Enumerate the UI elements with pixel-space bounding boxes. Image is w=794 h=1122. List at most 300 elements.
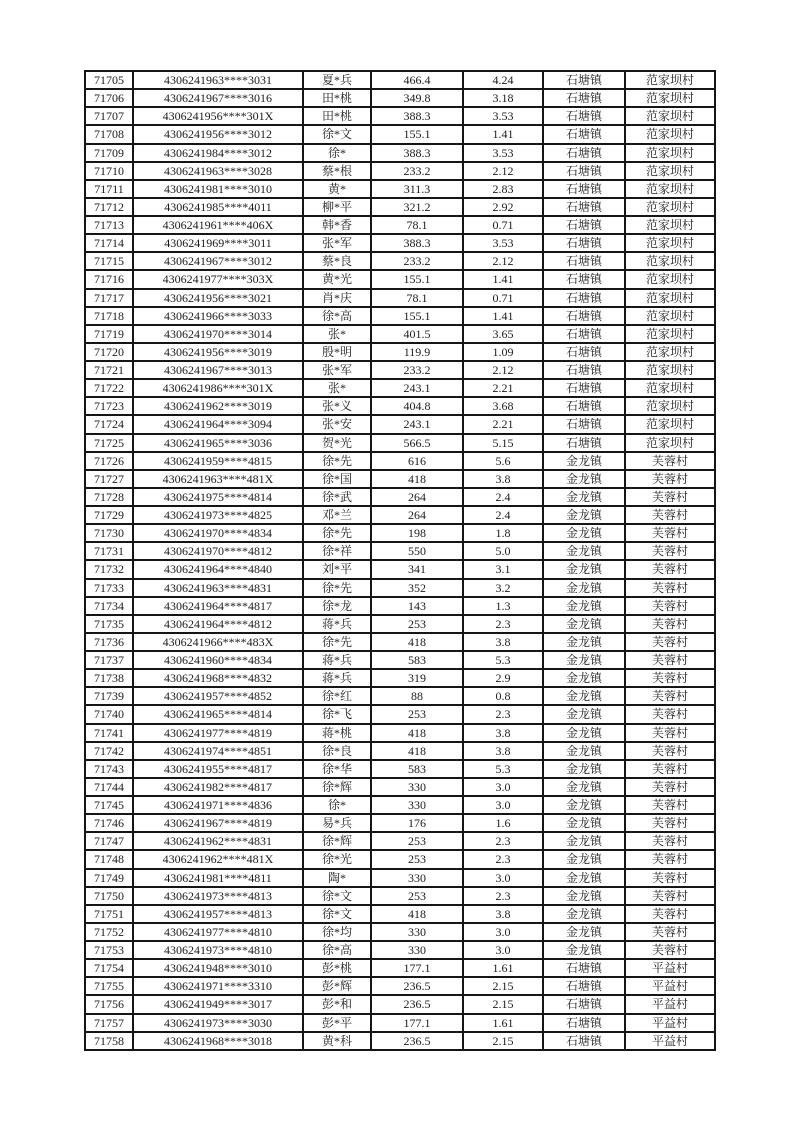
cell-person-name-masked: 徐*红	[303, 687, 371, 705]
cell-sequence-number: 71754	[85, 959, 133, 977]
cell-village: 范家坝村	[625, 162, 715, 180]
cell-person-name-masked: 徐*先	[303, 633, 371, 651]
cell-amount: 418	[371, 633, 463, 651]
cell-amount: 88	[371, 687, 463, 705]
table-row	[85, 252, 715, 270]
cell-area: 3.0	[463, 796, 543, 814]
cell-amount: 418	[371, 470, 463, 488]
cell-id-number-masked: 4306241970****4834	[133, 524, 303, 542]
cell-amount: 330	[371, 778, 463, 796]
cell-village: 芙蓉村	[625, 651, 715, 669]
cell-village: 范家坝村	[625, 125, 715, 143]
cell-id-number-masked: 4306241977****4810	[133, 923, 303, 941]
cell-village: 范家坝村	[625, 289, 715, 307]
cell-area: 3.53	[463, 144, 543, 162]
cell-town: 石塘镇	[543, 995, 625, 1013]
table-row	[85, 397, 715, 415]
cell-person-name-masked: 黄*科	[303, 1032, 371, 1050]
cell-sequence-number: 71752	[85, 923, 133, 941]
cell-person-name-masked: 徐*文	[303, 905, 371, 923]
cell-town: 金龙镇	[543, 597, 625, 615]
cell-town: 金龙镇	[543, 869, 625, 887]
cell-town: 金龙镇	[543, 941, 625, 959]
cell-amount: 177.1	[371, 959, 463, 977]
cell-amount: 319	[371, 669, 463, 687]
cell-id-number-masked: 4306241956****3021	[133, 289, 303, 307]
cell-amount: 155.1	[371, 307, 463, 325]
cell-sequence-number: 71739	[85, 687, 133, 705]
cell-town: 石塘镇	[543, 415, 625, 433]
cell-village: 芙蓉村	[625, 887, 715, 905]
cell-person-name-masked: 徐*	[303, 144, 371, 162]
cell-id-number-masked: 4306241975****4814	[133, 488, 303, 506]
cell-town: 金龙镇	[543, 705, 625, 723]
cell-amount: 243.1	[371, 415, 463, 433]
table-row	[85, 415, 715, 433]
cell-amount: 253	[371, 832, 463, 850]
cell-amount: 388.3	[371, 107, 463, 125]
cell-sequence-number: 71718	[85, 307, 133, 325]
cell-amount: 311.3	[371, 180, 463, 198]
table-row	[85, 270, 715, 288]
cell-amount: 583	[371, 651, 463, 669]
cell-id-number-masked: 4306241956****3019	[133, 343, 303, 361]
cell-sequence-number: 71708	[85, 125, 133, 143]
cell-amount: 349.8	[371, 89, 463, 107]
cell-person-name-masked: 肖*庆	[303, 289, 371, 307]
cell-amount: 264	[371, 488, 463, 506]
table-row	[85, 832, 715, 850]
table-row	[85, 488, 715, 506]
cell-area: 2.92	[463, 198, 543, 216]
cell-village: 范家坝村	[625, 434, 715, 452]
cell-person-name-masked: 张*安	[303, 415, 371, 433]
table-row	[85, 995, 715, 1013]
cell-village: 芙蓉村	[625, 560, 715, 578]
cell-town: 石塘镇	[543, 289, 625, 307]
cell-village: 范家坝村	[625, 198, 715, 216]
cell-id-number-masked: 4306241970****3014	[133, 325, 303, 343]
cell-town: 金龙镇	[543, 796, 625, 814]
table-row	[85, 198, 715, 216]
cell-village: 范家坝村	[625, 270, 715, 288]
cell-sequence-number: 71724	[85, 415, 133, 433]
cell-village: 芙蓉村	[625, 705, 715, 723]
cell-id-number-masked: 4306241963****3031	[133, 71, 303, 89]
cell-village: 范家坝村	[625, 71, 715, 89]
table-row	[85, 814, 715, 832]
cell-person-name-masked: 徐*光	[303, 850, 371, 868]
cell-amount: 177.1	[371, 1014, 463, 1032]
cell-id-number-masked: 4306241964****4840	[133, 560, 303, 578]
cell-id-number-masked: 4306241973****4825	[133, 506, 303, 524]
cell-id-number-masked: 4306241970****4812	[133, 542, 303, 560]
cell-sequence-number: 71716	[85, 270, 133, 288]
cell-sequence-number: 71732	[85, 560, 133, 578]
cell-amount: 155.1	[371, 125, 463, 143]
cell-person-name-masked: 田*桃	[303, 107, 371, 125]
cell-area: 3.0	[463, 778, 543, 796]
cell-id-number-masked: 4306241968****3018	[133, 1032, 303, 1050]
cell-village: 范家坝村	[625, 415, 715, 433]
table-row	[85, 687, 715, 705]
cell-amount: 253	[371, 887, 463, 905]
cell-village: 范家坝村	[625, 216, 715, 234]
cell-amount: 233.2	[371, 252, 463, 270]
cell-person-name-masked: 夏*兵	[303, 71, 371, 89]
cell-town: 金龙镇	[543, 742, 625, 760]
cell-area: 1.61	[463, 959, 543, 977]
cell-area: 2.3	[463, 850, 543, 868]
cell-town: 石塘镇	[543, 325, 625, 343]
cell-id-number-masked: 4306241961****406X	[133, 216, 303, 234]
table-row	[85, 977, 715, 995]
cell-village: 范家坝村	[625, 180, 715, 198]
table-row	[85, 669, 715, 687]
cell-sequence-number: 71719	[85, 325, 133, 343]
cell-amount: 233.2	[371, 361, 463, 379]
cell-village: 芙蓉村	[625, 742, 715, 760]
table-row	[85, 923, 715, 941]
cell-person-name-masked: 田*桃	[303, 89, 371, 107]
cell-sequence-number: 71753	[85, 941, 133, 959]
cell-amount: 198	[371, 524, 463, 542]
cell-town: 金龙镇	[543, 633, 625, 651]
cell-town: 石塘镇	[543, 198, 625, 216]
table-row	[85, 289, 715, 307]
cell-id-number-masked: 4306241965****3036	[133, 434, 303, 452]
cell-id-number-masked: 4306241956****3012	[133, 125, 303, 143]
cell-person-name-masked: 彭*辉	[303, 977, 371, 995]
cell-area: 2.83	[463, 180, 543, 198]
cell-town: 金龙镇	[543, 832, 625, 850]
subsidy-table-body	[85, 71, 715, 1050]
cell-village: 芙蓉村	[625, 687, 715, 705]
cell-sequence-number: 71751	[85, 905, 133, 923]
cell-id-number-masked: 4306241984****3012	[133, 144, 303, 162]
cell-person-name-masked: 贺*光	[303, 434, 371, 452]
cell-town: 金龙镇	[543, 470, 625, 488]
cell-area: 3.53	[463, 107, 543, 125]
table-row	[85, 1014, 715, 1032]
cell-village: 芙蓉村	[625, 669, 715, 687]
cell-village: 平益村	[625, 977, 715, 995]
table-row	[85, 760, 715, 778]
cell-town: 金龙镇	[543, 560, 625, 578]
cell-person-name-masked: 黄*光	[303, 270, 371, 288]
cell-village: 芙蓉村	[625, 814, 715, 832]
cell-id-number-masked: 4306241981****3010	[133, 180, 303, 198]
cell-area: 1.61	[463, 1014, 543, 1032]
cell-village: 芙蓉村	[625, 760, 715, 778]
table-row	[85, 850, 715, 868]
table-row	[85, 71, 715, 89]
cell-amount: 264	[371, 506, 463, 524]
cell-sequence-number: 71725	[85, 434, 133, 452]
cell-person-name-masked: 徐*先	[303, 524, 371, 542]
cell-town: 石塘镇	[543, 144, 625, 162]
cell-area: 3.65	[463, 325, 543, 343]
cell-village: 平益村	[625, 1032, 715, 1050]
table-row	[85, 651, 715, 669]
cell-town: 石塘镇	[543, 959, 625, 977]
cell-area: 3.8	[463, 724, 543, 742]
cell-person-name-masked: 蔡*根	[303, 162, 371, 180]
table-row	[85, 524, 715, 542]
cell-id-number-masked: 4306241968****4832	[133, 669, 303, 687]
cell-town: 石塘镇	[543, 1014, 625, 1032]
cell-sequence-number: 71706	[85, 89, 133, 107]
cell-sequence-number: 71745	[85, 796, 133, 814]
cell-village: 范家坝村	[625, 343, 715, 361]
cell-town: 金龙镇	[543, 814, 625, 832]
cell-sequence-number: 71746	[85, 814, 133, 832]
cell-amount: 236.5	[371, 1032, 463, 1050]
cell-sequence-number: 71726	[85, 452, 133, 470]
cell-village: 芙蓉村	[625, 941, 715, 959]
cell-id-number-masked: 4306241974****4851	[133, 742, 303, 760]
cell-person-name-masked: 黄*	[303, 180, 371, 198]
cell-amount: 352	[371, 579, 463, 597]
table-row	[85, 434, 715, 452]
cell-town: 石塘镇	[543, 89, 625, 107]
cell-town: 石塘镇	[543, 361, 625, 379]
cell-area: 2.4	[463, 506, 543, 524]
cell-sequence-number: 71705	[85, 71, 133, 89]
cell-sequence-number: 71742	[85, 742, 133, 760]
cell-sequence-number: 71737	[85, 651, 133, 669]
cell-id-number-masked: 4306241959****4815	[133, 452, 303, 470]
cell-sequence-number: 71735	[85, 615, 133, 633]
cell-town: 石塘镇	[543, 107, 625, 125]
table-row	[85, 125, 715, 143]
cell-person-name-masked: 张*	[303, 325, 371, 343]
cell-amount: 330	[371, 941, 463, 959]
table-row	[85, 89, 715, 107]
cell-area: 3.53	[463, 234, 543, 252]
cell-amount: 418	[371, 905, 463, 923]
cell-id-number-masked: 4306241981****4811	[133, 869, 303, 887]
cell-sequence-number: 71756	[85, 995, 133, 1013]
cell-id-number-masked: 4306241971****4836	[133, 796, 303, 814]
cell-sequence-number: 71730	[85, 524, 133, 542]
cell-sequence-number: 71741	[85, 724, 133, 742]
cell-id-number-masked: 4306241963****3028	[133, 162, 303, 180]
cell-person-name-masked: 张*军	[303, 361, 371, 379]
cell-id-number-masked: 4306241962****4831	[133, 832, 303, 850]
cell-town: 石塘镇	[543, 434, 625, 452]
cell-person-name-masked: 陶*	[303, 869, 371, 887]
cell-town: 金龙镇	[543, 542, 625, 560]
table-row	[85, 307, 715, 325]
cell-village: 范家坝村	[625, 379, 715, 397]
cell-sequence-number: 71711	[85, 180, 133, 198]
cell-area: 2.3	[463, 615, 543, 633]
cell-town: 石塘镇	[543, 252, 625, 270]
cell-amount: 253	[371, 850, 463, 868]
cell-sequence-number: 71722	[85, 379, 133, 397]
cell-area: 1.8	[463, 524, 543, 542]
cell-amount: 119.9	[371, 343, 463, 361]
cell-amount: 78.1	[371, 289, 463, 307]
cell-sequence-number: 71712	[85, 198, 133, 216]
cell-village: 芙蓉村	[625, 470, 715, 488]
cell-town: 金龙镇	[543, 452, 625, 470]
cell-area: 3.0	[463, 941, 543, 959]
table-row	[85, 1032, 715, 1050]
cell-amount: 466.4	[371, 71, 463, 89]
cell-id-number-masked: 4306241967****3012	[133, 252, 303, 270]
cell-area: 3.0	[463, 923, 543, 941]
cell-id-number-masked: 4306241962****3019	[133, 397, 303, 415]
cell-village: 芙蓉村	[625, 633, 715, 651]
cell-area: 2.3	[463, 887, 543, 905]
cell-person-name-masked: 徐*良	[303, 742, 371, 760]
cell-area: 0.71	[463, 216, 543, 234]
cell-person-name-masked: 徐*	[303, 796, 371, 814]
cell-amount: 418	[371, 742, 463, 760]
cell-id-number-masked: 4306241967****3013	[133, 361, 303, 379]
table-row	[85, 216, 715, 234]
table-row	[85, 452, 715, 470]
cell-amount: 566.5	[371, 434, 463, 452]
cell-town: 石塘镇	[543, 125, 625, 143]
cell-id-number-masked: 4306241973****4813	[133, 887, 303, 905]
cell-area: 1.09	[463, 343, 543, 361]
cell-sequence-number: 71731	[85, 542, 133, 560]
cell-village: 范家坝村	[625, 325, 715, 343]
cell-sequence-number: 71720	[85, 343, 133, 361]
cell-sequence-number: 71709	[85, 144, 133, 162]
cell-amount: 78.1	[371, 216, 463, 234]
cell-area: 3.8	[463, 742, 543, 760]
cell-village: 芙蓉村	[625, 452, 715, 470]
cell-person-name-masked: 蔡*良	[303, 252, 371, 270]
table-row	[85, 615, 715, 633]
cell-village: 范家坝村	[625, 252, 715, 270]
cell-sequence-number: 71740	[85, 705, 133, 723]
cell-area: 5.15	[463, 434, 543, 452]
cell-village: 芙蓉村	[625, 506, 715, 524]
cell-person-name-masked: 徐*飞	[303, 705, 371, 723]
table-row	[85, 506, 715, 524]
cell-town: 石塘镇	[543, 977, 625, 995]
cell-sequence-number: 71723	[85, 397, 133, 415]
cell-village: 范家坝村	[625, 397, 715, 415]
cell-town: 金龙镇	[543, 923, 625, 941]
cell-amount: 550	[371, 542, 463, 560]
cell-id-number-masked: 4306241967****3016	[133, 89, 303, 107]
cell-id-number-masked: 4306241977****303X	[133, 270, 303, 288]
table-row	[85, 325, 715, 343]
cell-id-number-masked: 4306241985****4011	[133, 198, 303, 216]
table-row	[85, 560, 715, 578]
cell-town: 石塘镇	[543, 162, 625, 180]
cell-village: 芙蓉村	[625, 615, 715, 633]
cell-town: 石塘镇	[543, 379, 625, 397]
cell-sequence-number: 71750	[85, 887, 133, 905]
cell-town: 石塘镇	[543, 343, 625, 361]
cell-area: 3.8	[463, 905, 543, 923]
cell-amount: 341	[371, 560, 463, 578]
cell-id-number-masked: 4306241966****483X	[133, 633, 303, 651]
cell-village: 范家坝村	[625, 89, 715, 107]
cell-amount: 143	[371, 597, 463, 615]
cell-town: 金龙镇	[543, 524, 625, 542]
cell-area: 3.2	[463, 579, 543, 597]
table-row	[85, 869, 715, 887]
cell-id-number-masked: 4306241963****4831	[133, 579, 303, 597]
cell-sequence-number: 71715	[85, 252, 133, 270]
cell-area: 0.8	[463, 687, 543, 705]
cell-id-number-masked: 4306241965****4814	[133, 705, 303, 723]
cell-village: 芙蓉村	[625, 905, 715, 923]
cell-id-number-masked: 4306241982****4817	[133, 778, 303, 796]
cell-person-name-masked: 张*	[303, 379, 371, 397]
cell-village: 芙蓉村	[625, 579, 715, 597]
table-row	[85, 379, 715, 397]
cell-town: 金龙镇	[543, 905, 625, 923]
table-row	[85, 941, 715, 959]
cell-person-name-masked: 徐*先	[303, 579, 371, 597]
cell-village: 芙蓉村	[625, 923, 715, 941]
cell-sequence-number: 71721	[85, 361, 133, 379]
cell-person-name-masked: 彭*桃	[303, 959, 371, 977]
cell-person-name-masked: 蒋*兵	[303, 669, 371, 687]
cell-town: 石塘镇	[543, 270, 625, 288]
cell-person-name-masked: 柳*平	[303, 198, 371, 216]
cell-village: 芙蓉村	[625, 524, 715, 542]
cell-village: 芙蓉村	[625, 488, 715, 506]
cell-sequence-number: 71738	[85, 669, 133, 687]
cell-village: 范家坝村	[625, 234, 715, 252]
cell-id-number-masked: 4306241948****3010	[133, 959, 303, 977]
cell-sequence-number: 71710	[85, 162, 133, 180]
cell-village: 芙蓉村	[625, 724, 715, 742]
cell-amount: 155.1	[371, 270, 463, 288]
table-row	[85, 343, 715, 361]
cell-person-name-masked: 徐*国	[303, 470, 371, 488]
cell-area: 2.12	[463, 162, 543, 180]
cell-village: 平益村	[625, 1014, 715, 1032]
cell-village: 范家坝村	[625, 361, 715, 379]
cell-amount: 330	[371, 923, 463, 941]
table-row	[85, 633, 715, 651]
cell-amount: 253	[371, 705, 463, 723]
cell-town: 石塘镇	[543, 397, 625, 415]
table-row	[85, 887, 715, 905]
cell-sequence-number: 71747	[85, 832, 133, 850]
cell-person-name-masked: 徐*武	[303, 488, 371, 506]
cell-person-name-masked: 徐*高	[303, 307, 371, 325]
cell-amount: 404.8	[371, 397, 463, 415]
cell-area: 5.6	[463, 452, 543, 470]
cell-id-number-masked: 4306241964****4817	[133, 597, 303, 615]
cell-town: 金龙镇	[543, 579, 625, 597]
cell-amount: 236.5	[371, 995, 463, 1013]
cell-id-number-masked: 4306241957****4852	[133, 687, 303, 705]
cell-person-name-masked: 刘*平	[303, 560, 371, 578]
cell-town: 金龙镇	[543, 760, 625, 778]
cell-town: 石塘镇	[543, 1032, 625, 1050]
cell-town: 金龙镇	[543, 887, 625, 905]
cell-amount: 236.5	[371, 977, 463, 995]
cell-area: 2.15	[463, 995, 543, 1013]
cell-town: 金龙镇	[543, 669, 625, 687]
cell-area: 2.21	[463, 415, 543, 433]
cell-sequence-number: 71707	[85, 107, 133, 125]
cell-village: 芙蓉村	[625, 869, 715, 887]
